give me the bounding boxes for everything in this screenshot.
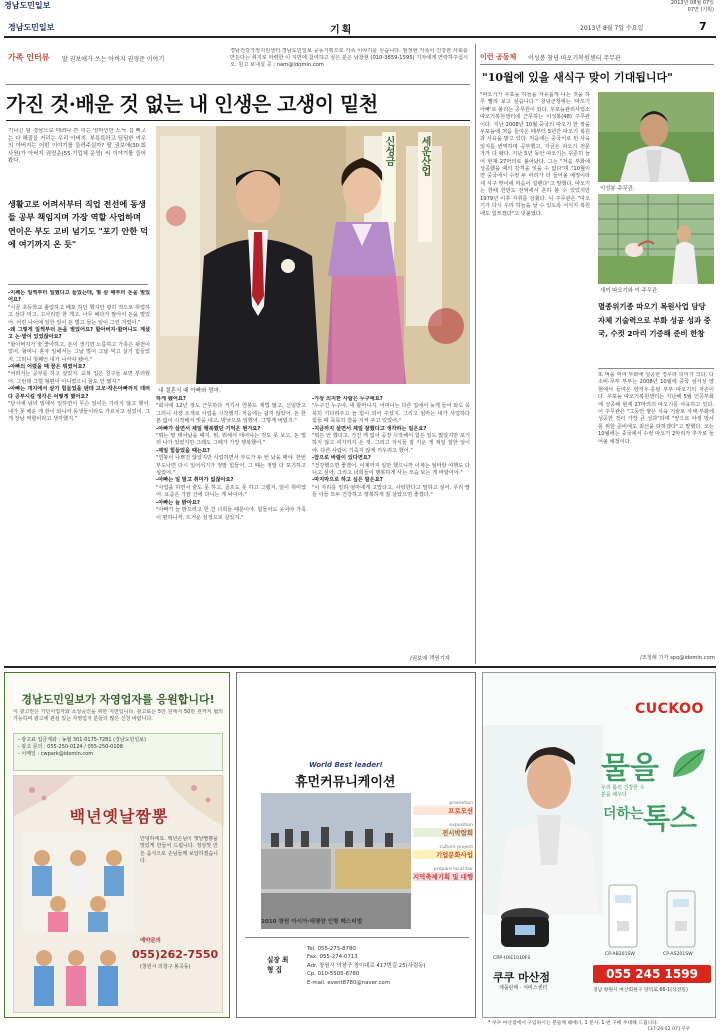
qa-answer: "회사에 12년 정도 근무하다 거기서 연봉도 제법 많고, 신임받고 그러니 사장 소개로 사업을 시작했지. 처음에는 쉽지 않았어. 돈 한 푼 없이 시작해서 빚을 내고, 밤낮으로 일했어. 그렇게 버텼지."	[156, 403, 306, 425]
cuckoo-brand: CUCKOO	[635, 701, 704, 717]
qa-question: -아빠의 어렸을 때 꿈은 뭐였어요?	[8, 364, 86, 371]
qa-answer: "뭐는 말 태어났을 때지. 뭐, 뭐해서 태어나는 것도 못 보고, 돈 벌러 나가 있었지만 그래도 그때가 가장 행복했어."	[156, 433, 306, 447]
intro-rule	[6, 84, 470, 85]
ibis-photo	[598, 194, 714, 284]
feature-byline: /권보애 객원기자	[410, 656, 450, 662]
masthead-top-page: 07면 (기획)	[687, 7, 714, 13]
ad-self-employed	[4, 672, 230, 1018]
intro-note: 경남건강가정지원센터·경남도민일보 공동기획으로 가족 이야기를 싣습니다. 엄정현 가족이 건강한 사회를 만든다는 취지로 마련한 이 지면에 참여하고 싶은 분은 남창현 (010-3659-1595) 기자에게 연락하주십시오. 원고 보내실 곳 : nam@idomin.com	[230, 48, 468, 68]
qa-question: -가장 의지한 사람은 누구예요?	[312, 396, 383, 402]
cuckoo-shop-sub: 제품판매 · 서비스센터	[499, 985, 548, 991]
footer-note: * 쿠쿠 마산점에서 구입하시는 분들께 헤에너, 1 분사, 1 번 구매 우대해 드립니다.	[488, 1021, 659, 1026]
ad-address: (창원시 의창구 봉곡동)	[140, 964, 191, 970]
qa-question: -아빠는 일 말고 취미가 없잖아요?	[156, 477, 234, 484]
photo-caption: 내 결혼식 때 아빠와 엄마.	[158, 388, 221, 394]
ad-middle-divider	[245, 937, 469, 938]
qa-answer: "시골 초등학교 졸업하고 배포 하던 했지만 광히 적으로 취업하고 상다 미고. 고사리만 한 게고. 나무 해다가 팔아서 돈을 벌었어. 어린 나이에 일한 일이 돈 벌고 들는 일이 그런 거였어."	[8, 304, 150, 326]
qa-question: -지금까지 살면서 제일 잘했다고 생각하는 일은요?	[312, 425, 427, 432]
page-number: 7	[699, 20, 707, 33]
ad-company: 휴먼커뮤니케이션	[295, 775, 396, 790]
ad-menu-en: exposition	[449, 823, 473, 828]
ad-staff-photo	[22, 940, 130, 1006]
ad-collage	[261, 793, 411, 929]
ad-menu	[413, 801, 473, 881]
ad-contact-line: Cp. 010-5505-8780	[307, 971, 360, 978]
right-headline: "10월에 있을 새식구 맞이 기대됩니다"	[482, 71, 673, 84]
qa-question: 하게 됐어요?	[156, 396, 186, 402]
ad-slogan: World Best leader!	[309, 761, 383, 769]
ad-contact-line: Fax. 055-274-0713	[307, 954, 358, 961]
cuckoo-purifier-2	[661, 887, 701, 951]
ad-menu-ko: 전시박람회	[413, 828, 473, 837]
cuckoo-tagline: 우리 몸의 건강한 수분을 채우다	[601, 785, 645, 798]
qa-column-3	[312, 396, 470, 652]
qa-answer: "사업을 하면서 술도 못 하고, 골프도 못 하고 그랬지. 일이 취미였어. 요즘은 가끔 산에 다니는 게 낙이야."	[156, 484, 306, 499]
footer-printed: [37-24-52 07] 쿠쿠	[648, 1027, 691, 1032]
ad-phone: 055)262-7550	[132, 948, 219, 961]
lead-paragraph: 기나긴 팀 경남으로 데려나 쁜 히는 엄마인한 도득 집 삐고는 다 해질을 거리는 우리 아버지. 부특특하고 딤딤한 여우의 아버지는 어떤 이야기를 들려주실까? 딸 권보애(30·회사원)가 아버지 권영준(55·기업체 운영) 씨 이야기를 들어봤다.	[8, 128, 146, 165]
ad-left-title: 경남도민일보가 자영업자를 응원합니다!	[21, 693, 215, 706]
qa-answer: "당시에 남의 밑에서 일하면서 무슨 일이든 가리지 않고 했어. 내가 못 배운 게 한이 되니까 동생들이라도 가르치고 싶었어. 그게 장남 역할이라고 생각했지."	[8, 401, 150, 422]
portrait-caption: 이성봉 주무관.	[600, 186, 635, 192]
ad-shop-panel	[13, 775, 223, 1013]
qa-answer: "할아버지가 술 좋아하고, 돈이 생기면 노름하고 가족은 뒷전이었어. 할머니 혼자 일해서는 그날 벌어 그날 먹고 살기 힘들었지. 그러니 첫째인 내가 나서야 됐어."	[8, 341, 150, 363]
cuckoo-rice-cooker	[497, 905, 553, 953]
ad-menu-ko: 지역축제기획 및 대행	[413, 873, 474, 881]
portrait-photo	[598, 92, 714, 182]
qa-question: -이쎄는 일찍부터 일했다고 들었는데, 몇 살 때부터 돈을 벌었어요?	[8, 290, 150, 304]
qa-question: -마지막으로 하고 싶은 말은요?	[312, 477, 383, 484]
ad-left-contact-line: - 광고 문의 : 055-250-0124 / 055-250-0108	[18, 744, 123, 751]
cuckoo-model-3: CP-AS201SW	[663, 952, 693, 957]
column-label: 가족 인터뷰	[8, 53, 50, 62]
cuckoo-calligraphy-1: 물을	[601, 751, 659, 786]
qa-question: -왜 그렇게 일찍부터 돈을 벌었어요? 할아버지·할머니도 계셨고 논·밭이 있었잖아요?	[8, 327, 150, 341]
cuckoo-shop-name: 쿠쿠 마산점	[493, 971, 550, 984]
qa-answer: "건강했으면 좋겠어. 이제까지 일만 했으니까 이제는 엄마랑 여행도 다니고 싶어. 그리고 너희들이 행복하게 사는 모습 보는 게 바람이야."	[312, 462, 470, 477]
ads-top-rule	[4, 666, 716, 668]
right-body-2: 또 먹을 먹여 부화에 성공한 경우라 의미가 크다. 다소비·무부 부부는 2008년 10월에 중국 섬서성 양현에서 들여온 양저우·룽팅 부부 따오기의 자손이다. 우포늪 따오기복원센터는 지난해 5월 인공부화에 성공해 현재 27마리의 따오기를 사육하고 있다. 이 주무관은 "그동안 쌓은 사육 기술로 자체 부화에 성공한 것이 가장 큰 성과"라며 "앞으로 야생 방사를 위한 준비에도 최선을 다하겠다"고 말했다. 오는 10월에는 중국에서 수컷 따오기 2마리가 추가로 들어올 예정이다.	[598, 372, 714, 445]
qa-question: -아빠가 살면서 제일 행복했던 기억은 뭔가요?	[156, 425, 261, 432]
column-subtitle: 딸 권보애가 쓰는 아버지 권영준 이야기	[62, 56, 165, 63]
ad-left-body: 이 광고란은 가던사업자와 소상공인을 위한 지면입니다. 광고료는 5만 원에서 50만 원까지 협의 가능하며 광고에 관심 있는 자영업자 분들의 많은 신청 바랍니다.	[13, 709, 223, 722]
qa-answer: "어려서는 공부를 하고 싶었지. 교복 입은 친구들 보면 부러웠어. 그런데 그럴 형편이 아니었으니 꿈도 안 꿨지."	[8, 371, 150, 385]
cuckoo-calligraphy-2: 더하는	[603, 806, 644, 822]
cuckoo-model-1: CRP-HXE1010FS	[493, 956, 531, 961]
banner-text-right: 세운산업	[419, 136, 430, 176]
ad-menu-en: culture project	[439, 845, 473, 850]
pull-quote-rule	[8, 284, 148, 285]
right-header-rule	[480, 64, 714, 65]
ad-cuckoo	[482, 672, 716, 1018]
ad-contact-line: E-mail. event8780@naver.com	[307, 979, 390, 986]
feature-headline: 가진 것·배운 것 없는 내 인생은 고생이 밑천	[6, 92, 378, 116]
qa-answer: "연봉이 나쁘진 않았지만 사업하면서 부도가 두 번 났을 때야. 한번 부도나면 다시 일어서기가 정말 힘들어. 그 때는 정말 다 포기하고 싶었어."	[156, 455, 306, 477]
ad-menu-ko: 기업문화사업	[413, 850, 473, 859]
cuckoo-leaf-icon	[669, 745, 709, 781]
qa-question: -제일 힘들었을 때는요?	[156, 447, 210, 454]
ad-left-contact-box	[13, 733, 223, 771]
cuckoo-calligraphy-3: 톡스	[643, 802, 698, 835]
ad-left-contact-line: - 광고료 입금계좌 : 농협 301-0175-7281 (경남도민일보)	[18, 737, 146, 743]
ad-order-label: 예약문의	[140, 938, 161, 944]
ad-menu-ko: 프로모션	[413, 806, 473, 815]
cuckoo-purifier-1	[603, 881, 643, 951]
masthead-paper-name: 경남도민일보	[4, 1, 51, 10]
masthead-top-date: 2013년 08월 07일	[670, 0, 714, 6]
ad-ceo-label: 실장 최 형 집	[267, 956, 289, 974]
qa-answer: "이 자리를 빌려 엄마에게 고맙다고, 사랑한다고 말하고 싶어. 우리 딸들 아들 모두 건강하고 행복하게 잘 살았으면 좋겠다."	[312, 484, 470, 499]
ad-event-line: 2010 창원 아시아·태평양 인형 페스티벌	[261, 919, 363, 925]
masthead-rule	[4, 36, 716, 38]
cuckoo-address: 경남 창원시 마산회원구 양덕로 66-1(석전동)	[593, 988, 688, 993]
qa-question: -아빠는 늘 밝아요?	[156, 499, 200, 506]
ad-menu-en: promotion	[449, 801, 473, 806]
right-byline: /조청래 기자 spo@idomin.com	[640, 655, 715, 661]
cuckoo-model-2: CP-AB201SW	[605, 952, 635, 957]
qa-answer: "뭐든 안 했다고, 가진 게 없어 공장 시작해서 힘든 일도 많았지만 포기하지 않고 여기까지 온 것. 그리고 자식들 잘 키운 게 제일 잘한 일이야. 다른 사람이 기죽지 않게 키우려고 했어."	[312, 433, 470, 454]
cuckoo-phone: 055 245 1599	[593, 965, 711, 983]
qa-question: -앞으로 바람이 있다면요?	[312, 455, 371, 462]
family-photo	[156, 126, 470, 384]
issue-date: 2013년 8월 7일 수요일	[580, 25, 644, 32]
headline-rule	[6, 120, 470, 121]
section-logo: 경남도민일보	[8, 23, 55, 32]
qa-column-1	[8, 290, 150, 662]
column-divider	[475, 44, 476, 664]
ad-left-contact-line: - 이메일 : cwpark@idomin.com	[18, 751, 94, 758]
right-column-subtitle: 이성봉 창녕 따오기복원센터 주무관	[528, 55, 621, 62]
section-title: 기획	[330, 25, 354, 36]
ad-shop-photo	[22, 832, 134, 932]
ad-shop-name: 백년옛날짬뽕	[69, 807, 169, 826]
right-body: "따오기가 우포늪 하늘을 자유롭게 나는 것을 하루 빨리 보고 싶습니다." 창녕군청에는 '따오기 아빠'로 불리는 공무원이 있다. 우포늪관리사업소 따오기복원센터에 근무하는 이성봉(48) 주무관이다. 지난 2008년 10월 중국의 따오기 한 쌍을 우포늪에 처음 들여온 때부터 5년간 따오기 복원과 사육을 맡고 있다. 처음에는 중국어로 된 사육일지를 번역하며 공부했고, 지금은 따오기 전문가가 다 됐다. 지난 5년 동안 따오기는 꾸준히 늘어 현재 27마리로 불어났다. 그는 "처음 부화에 성공했을 때의 감격을 잊을 수 없다"며 "10월이면 중국에서 수컷 두 마리가 더 들어올 예정이라 새 식구 맞이에 마음이 설렌다"고 말했다. 따오기는 한때 한반도 전역에서 흔히 볼 수 있었지만 1979년 이후 자취를 감췄다. 이 주무관은 "따오기가 다시 우리 하늘을 날 수 있도록 서식지 복원에도 힘쓰겠다"고 덧붙였다.	[480, 92, 590, 217]
ad-shop-text: 안녕하세요. 백년손님이 옛날짬뽕을 맛있게 만들어 드립니다. 정성껏 만든 음식으로 손님들께 보답하겠습니다.	[140, 836, 218, 865]
right-column-label: 이런 공동체	[480, 53, 517, 61]
ad-menu-en: prepare local fair	[433, 867, 473, 872]
ibis-caption: 새끼 따오기와 이 주무관.	[600, 288, 659, 294]
sub-headline-rule	[598, 368, 714, 369]
ad-human-communication	[236, 672, 476, 1018]
ad-contact-line: Tel. 055-275-8780	[307, 946, 356, 952]
pull-quote: 생활고로 어려서부터 직업 전선에 동생들 공부 책임지며 가장 역할 사업하며 연이은 부도 고비 넘기도 "포기 안한 덕에 여기까지 온 듯"	[8, 199, 149, 250]
qa-answer: "아빠가 늘 밝으려고 한 건 너희들 때문이야. 힘들어도 웃어야 가족이 편하니까. 뜨거운 심정으로 살았지."	[156, 507, 306, 521]
cuckoo-model-photo	[483, 725, 603, 915]
qa-column-2	[156, 396, 306, 662]
ad-contact-line: Adr. 창원시 의창구 창이대로 417번길 25(사림동)	[307, 962, 426, 969]
banner-text-left: 신성금	[383, 136, 394, 166]
right-sub-headline: 멸종위기종 따오기 복원사업 담당 자체 기술력으로 부화 성공 성과 중국, 수컷 2마리 기증해 준비 한창	[598, 302, 711, 339]
ad-middle-contact	[307, 945, 471, 987]
qa-question: -아빠는 개지에서 살기 힘들었을 텐데 고모·작은아빠까지 데려다 공부시킬 생각은 어떻게 했어요?	[8, 386, 150, 400]
qa-answer: "누구긴 누구야, 네 할머니지. 어머니는 다른 집에서 늦게 들어 와도 묵묵히 기다려주고 늘 힘이 되어 주셨지. 그리고 엄마는 내가 사업하다 힘들 때 묵묵히 곁을 지켜 주고 있었어."	[312, 403, 470, 425]
